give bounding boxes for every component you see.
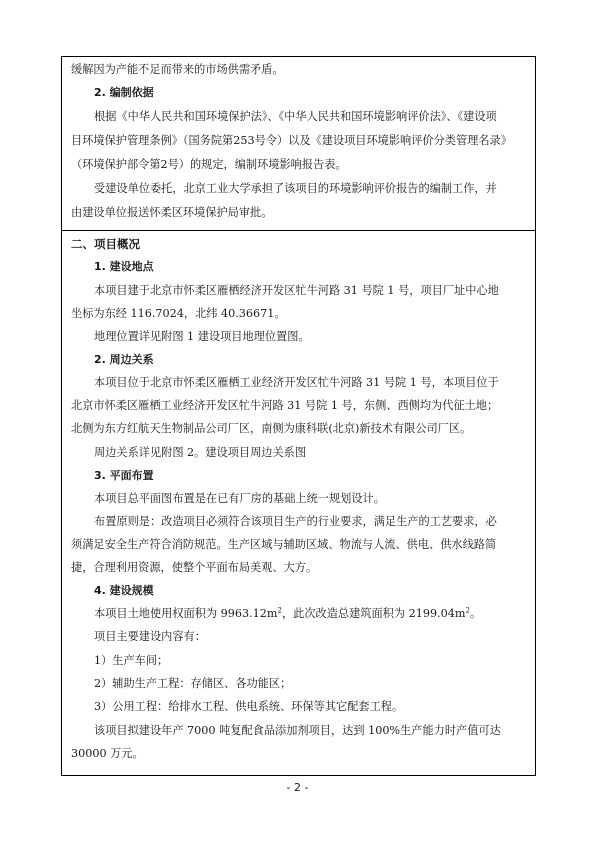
scale-p2: 项目主要建设内容有： [94, 630, 206, 643]
scale-p3-line2: 30000 万元。 [71, 747, 144, 760]
basis-p2-line1: 受建设单位委托，北京工业大学承担了该项目的环境影响评价报告的编制工作，并 [94, 182, 497, 195]
layout-p1: 本项目总平面图布置是在已有厂房的基础上统一规划设计。 [94, 492, 385, 505]
scale-p1 [94, 607, 550, 621]
building-area-unit-sup: 2 [465, 606, 470, 615]
overview-title: 二、项目概况 [71, 237, 140, 251]
basis-heading: 2. 编制依据 [94, 86, 154, 99]
layout-p2-line1: 布置原则是：改造项目必须符合该项目生产的行业要求，满足生产的工艺要求，必 [94, 515, 497, 528]
section-divider [61, 230, 536, 231]
intro-tail-text: 缓解因为产能不足而带来的市场供需矛盾。 [71, 63, 284, 76]
scale-heading: 4. 建设规模 [94, 584, 154, 597]
basis-p1-line3: （环境保护部令第2号）的规定，编制环境影响报告表。 [71, 158, 347, 171]
page-number: - 2 - [286, 781, 309, 794]
surround-heading: 2. 周边关系 [94, 353, 154, 366]
location-p1-line2: 坐标为东经 116.7024，北纬 40.36671。 [71, 307, 286, 320]
location-p1-line1: 本项目建于北京市怀柔区雁栖经济开发区牤牛河路 31 号院 1 号，项目厂址中心地 [94, 284, 499, 297]
scale-p1-end: 。 [469, 607, 482, 620]
layout-p2-line2: 须满足安全生产符合消防规范。生产区域与辅助区域、物流与人流、供电、供水线路简 [71, 538, 497, 551]
scale-item2: 2）辅助生产工程：存储区、各功能区； [94, 677, 292, 690]
scale-item1: 1）生产车间； [94, 654, 169, 667]
scale-item3: 3）公用工程：给排水工程、供电系统、环保等其它配套工程。 [94, 700, 404, 713]
surround-p1-line2: 北京市怀柔区雁栖工业经济开发区牤牛河路 31 号院 1 号，东侧、西侧均为代征土地； [71, 399, 499, 412]
surround-p2: 周边关系详见附图 2。建设项目周边关系图 [94, 446, 307, 459]
layout-heading: 3. 平面布置 [94, 469, 154, 482]
layout-p2-line3: 捷，合理利用资源，使整个平面布局美观、大方。 [71, 561, 318, 574]
surround-p1-line3: 北侧为东方红航天生物制品公司厂区，南侧为康科联(北京)新技术有限公司厂区。 [71, 422, 472, 435]
land-area-text: 本项目土地使用权面积为 9963.12m [94, 607, 278, 620]
basis-p1-line2: 目环境保护管理条例》（国务院第253号令）以及《建设项目环境影响评价分类管理名录》 [71, 134, 512, 147]
land-area-unit-sup: 2 [277, 606, 282, 615]
location-heading: 1. 建设地点 [94, 260, 154, 273]
basis-p2-line2: 由建设单位报送怀柔区环境保护局审批。 [71, 206, 273, 219]
scale-p3-line1: 该项目拟建设年产 7000 吨复配食品添加剂项目，达到 100%生产能力时产值可达 [94, 724, 501, 737]
building-area-text: ，此次改造总建筑面积为 2199.04m [281, 607, 466, 620]
surround-p1-line1: 本项目位于北京市怀柔区雁栖工业经济开发区牤牛河路 31 号院 1 号，本项目位于 [94, 376, 499, 389]
basis-p1-line1: 根据《中华人民共和国环境保护法》、《中华人民共和国环境影响评价法》、《建设项 [94, 110, 497, 123]
location-p2: 地理位置详见附图 1 建设项目地理位置图。 [94, 330, 310, 343]
